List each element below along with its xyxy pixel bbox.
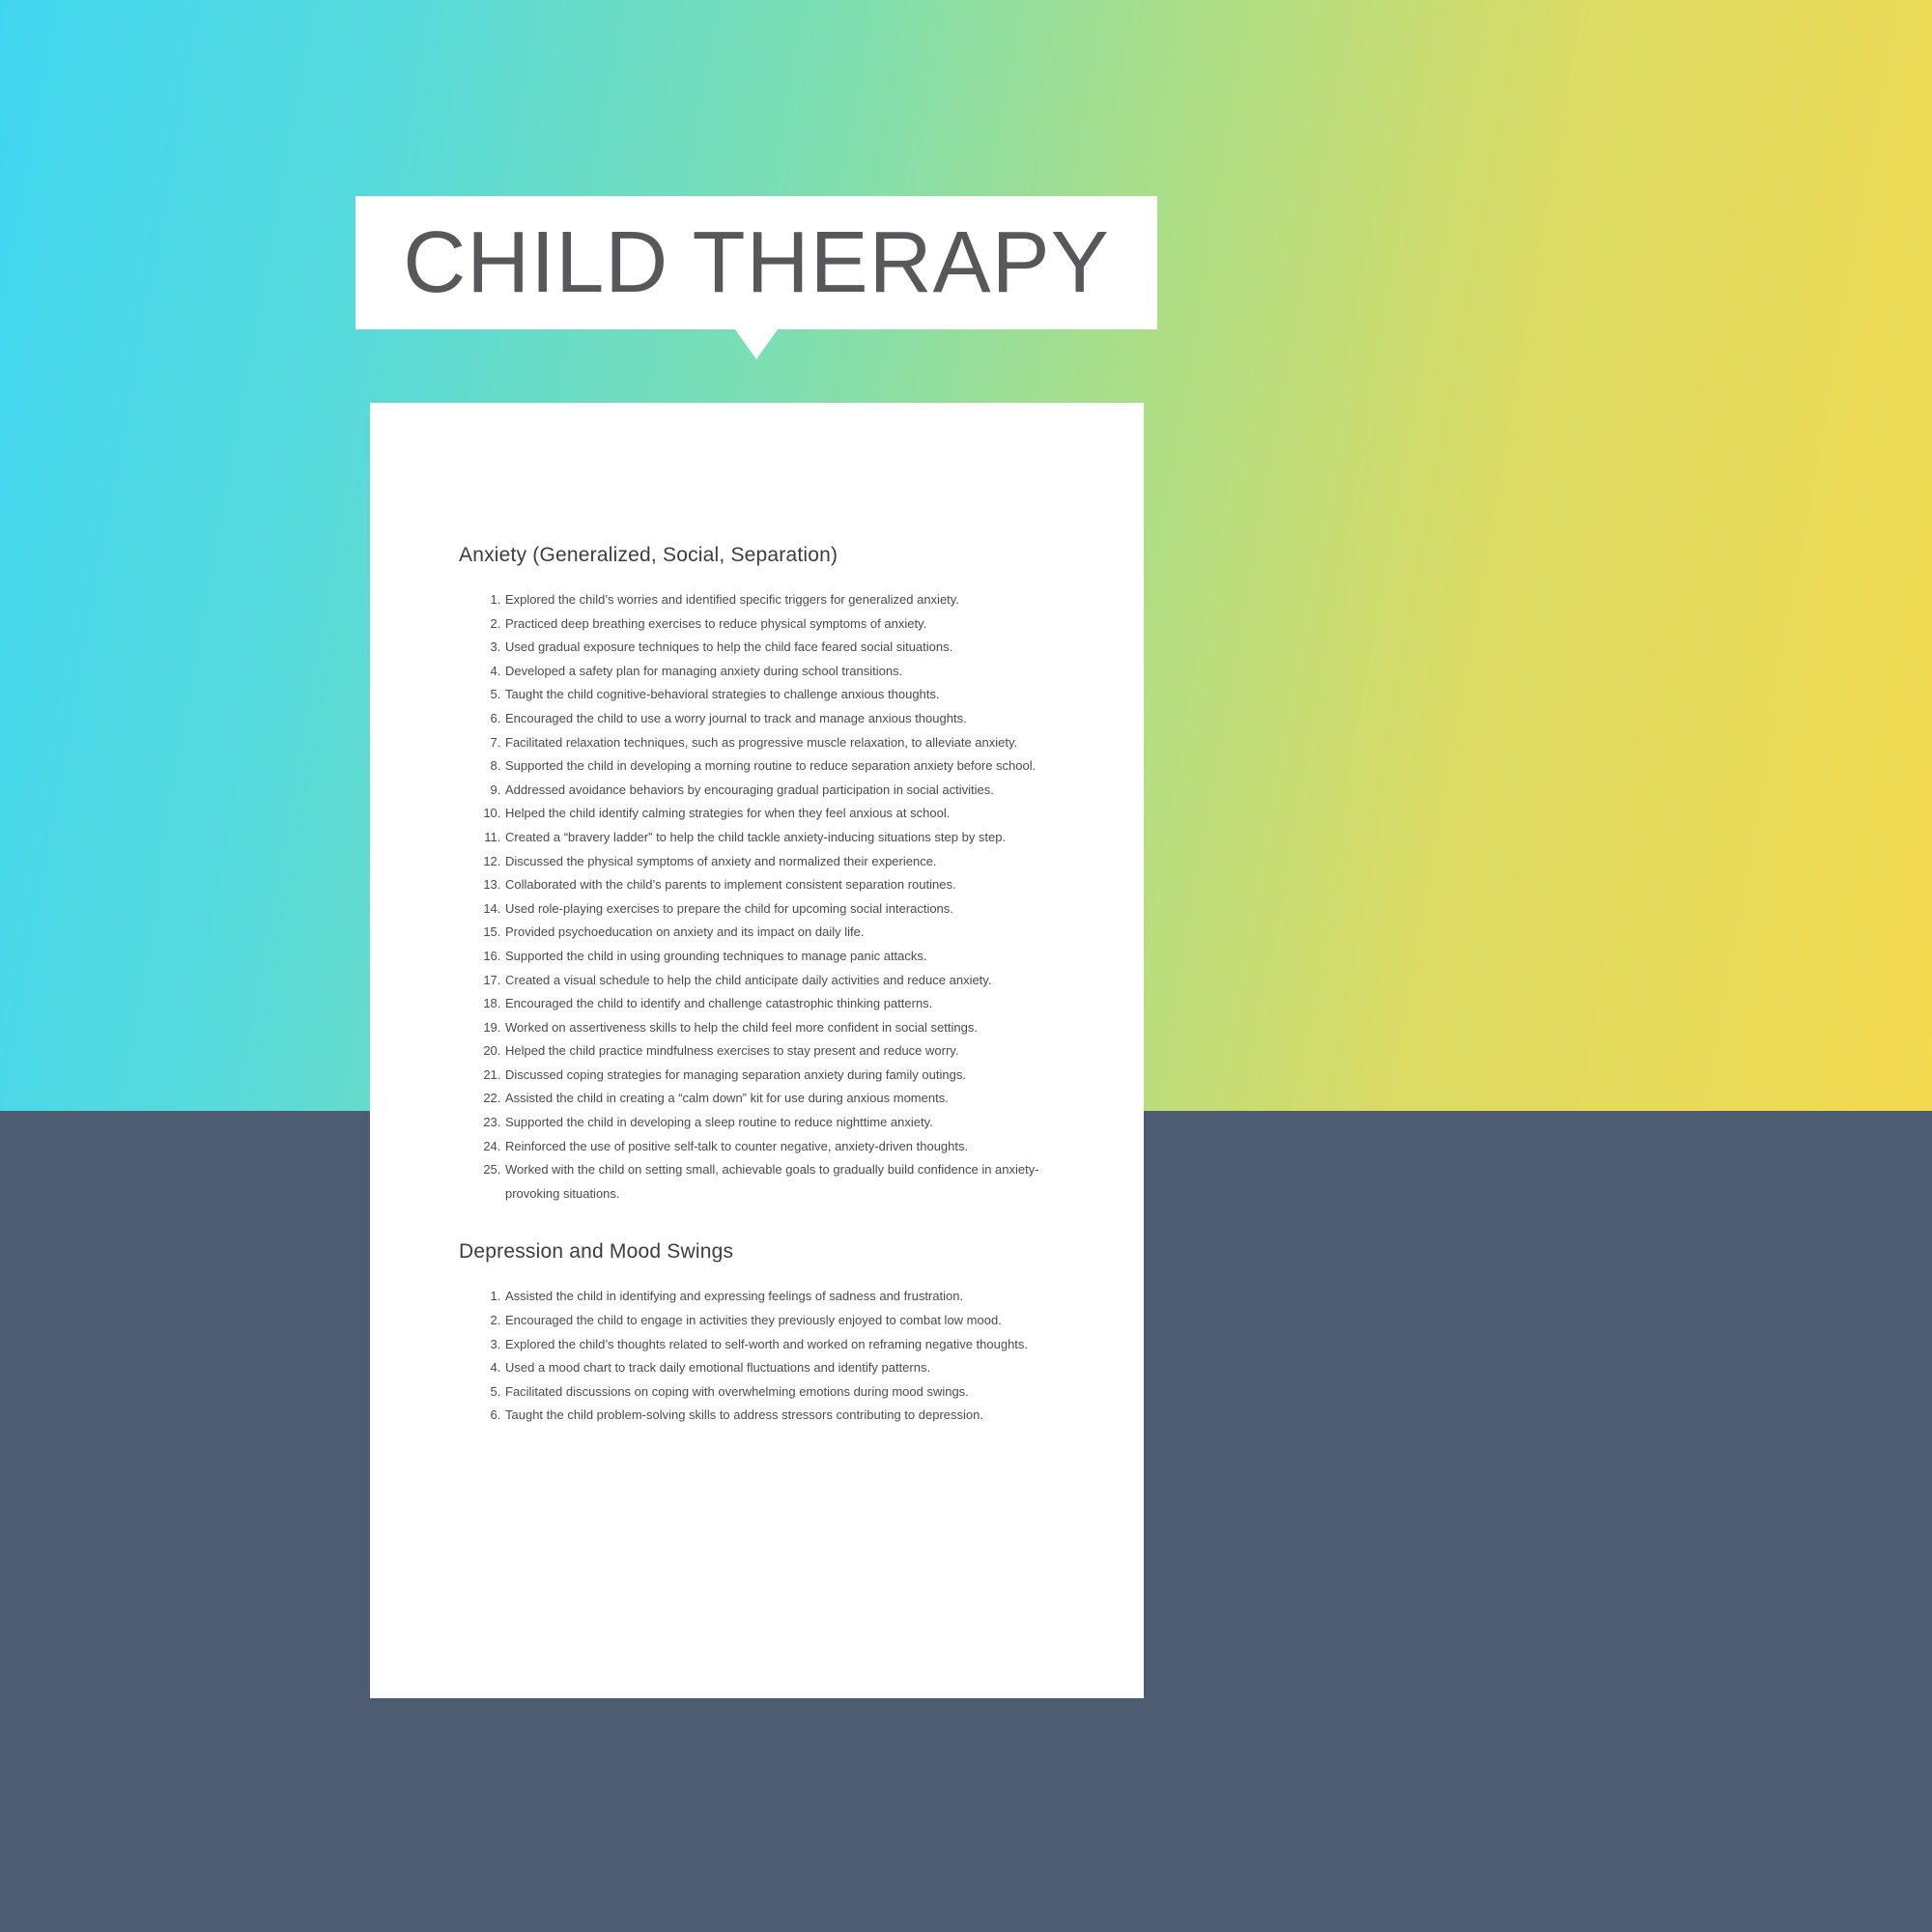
title-banner <box>355 196 1157 329</box>
list-item: 5. Taught the child cognitive-behavioral strategies to challenge anxious thoughts. <box>504 683 1050 707</box>
list-item: 9. Addressed avoidance behaviors by encouraging gradual participation in social activities. <box>504 779 1050 803</box>
list-item: 14. Used role-playing exercises to prepare the child for upcoming social interactions. <box>504 897 1050 922</box>
list-item: 5. Facilitated discussions on coping with overwhelming emotions during mood swings. <box>504 1380 1050 1405</box>
list-item: 12. Discussed the physical symptoms of anxiety and normalized their experience. <box>504 850 1050 874</box>
banner-pointer-tail <box>735 329 778 359</box>
list-item: 21. Discussed coping strategies for managing separation anxiety during family outings. <box>504 1064 1050 1088</box>
anxiety-list <box>459 588 1050 1206</box>
list-item: 2. Practiced deep breathing exercises to reduce physical symptoms of anxiety. <box>504 612 1050 637</box>
section-heading: Depression and Mood Swings <box>459 1240 734 1264</box>
section-heading: Anxiety (Generalized, Social, Separation) <box>459 544 838 566</box>
list-item: 4. Developed a safety plan for managing anxiety during school transitions. <box>504 660 1050 684</box>
list-item: 3. Explored the child’s thoughts related to self-worth and worked on reframing negative thoughts. <box>504 1333 1050 1357</box>
list-item: 7. Facilitated relaxation techniques, such as progressive muscle relaxation, to alleviate anxiety. <box>504 731 1050 755</box>
list-item: 25. Worked with the child on setting small, achievable goals to gradually build confidence in anxiety-provoking situations. <box>504 1158 1050 1206</box>
list-item: 18. Encouraged the child to identify and challenge catastrophic thinking patterns. <box>504 992 1050 1016</box>
list-item: 10. Helped the child identify calming strategies for when they feel anxious at school. <box>504 802 1050 826</box>
depression-list <box>459 1285 1050 1428</box>
list-item: 20. Helped the child practice mindfulness exercises to stay present and reduce worry. <box>504 1039 1050 1064</box>
list-item: 22. Assisted the child in creating a “calm down” kit for use during anxious moments. <box>504 1087 1050 1111</box>
list-item: 3. Used gradual exposure techniques to help the child face feared social situations. <box>504 636 1050 660</box>
section-anxiety <box>459 544 1086 1206</box>
list-item: 23. Supported the child in developing a sleep routine to reduce nighttime anxiety. <box>504 1111 1050 1135</box>
list-item: 8. Supported the child in developing a morning routine to reduce separation anxiety before school. <box>504 754 1050 779</box>
list-item: 4. Used a mood chart to track daily emotional fluctuations and identify patterns. <box>504 1356 1050 1380</box>
list-item: 13. Collaborated with the child’s parents to implement consistent separation routines. <box>504 873 1050 897</box>
list-item: 24. Reinforced the use of positive self-talk to counter negative, anxiety-driven thoughts. <box>504 1135 1050 1159</box>
list-item: 2. Encouraged the child to engage in activities they previously enjoyed to combat low mood. <box>504 1309 1050 1333</box>
list-item: 6. Taught the child problem-solving skills to address stressors contributing to depression. <box>504 1404 1050 1428</box>
list-item: 6. Encouraged the child to use a worry journal to track and manage anxious thoughts. <box>504 707 1050 731</box>
list-item: 15. Provided psychoeducation on anxiety and its impact on daily life. <box>504 921 1050 945</box>
list-item: 17. Created a visual schedule to help the child anticipate daily activities and reduce anxiety. <box>504 969 1050 993</box>
list-item: 1. Assisted the child in identifying and expressing feelings of sadness and frustration. <box>504 1285 1050 1309</box>
section-depression <box>459 1240 1086 1428</box>
list-item: 1. Explored the child’s worries and identified specific triggers for generalized anxiety. <box>504 588 1050 612</box>
list-item: 11. Created a “bravery ladder” to help the child tackle anxiety-inducing situations step by step. <box>504 826 1050 850</box>
document-page <box>370 403 1144 1698</box>
list-item: 16. Supported the child in using grounding techniques to manage panic attacks. <box>504 945 1050 969</box>
list-item: 19. Worked on assertiveness skills to help the child feel more confident in social settings. <box>504 1016 1050 1040</box>
page-title: CHILD THERAPY <box>403 214 1110 311</box>
